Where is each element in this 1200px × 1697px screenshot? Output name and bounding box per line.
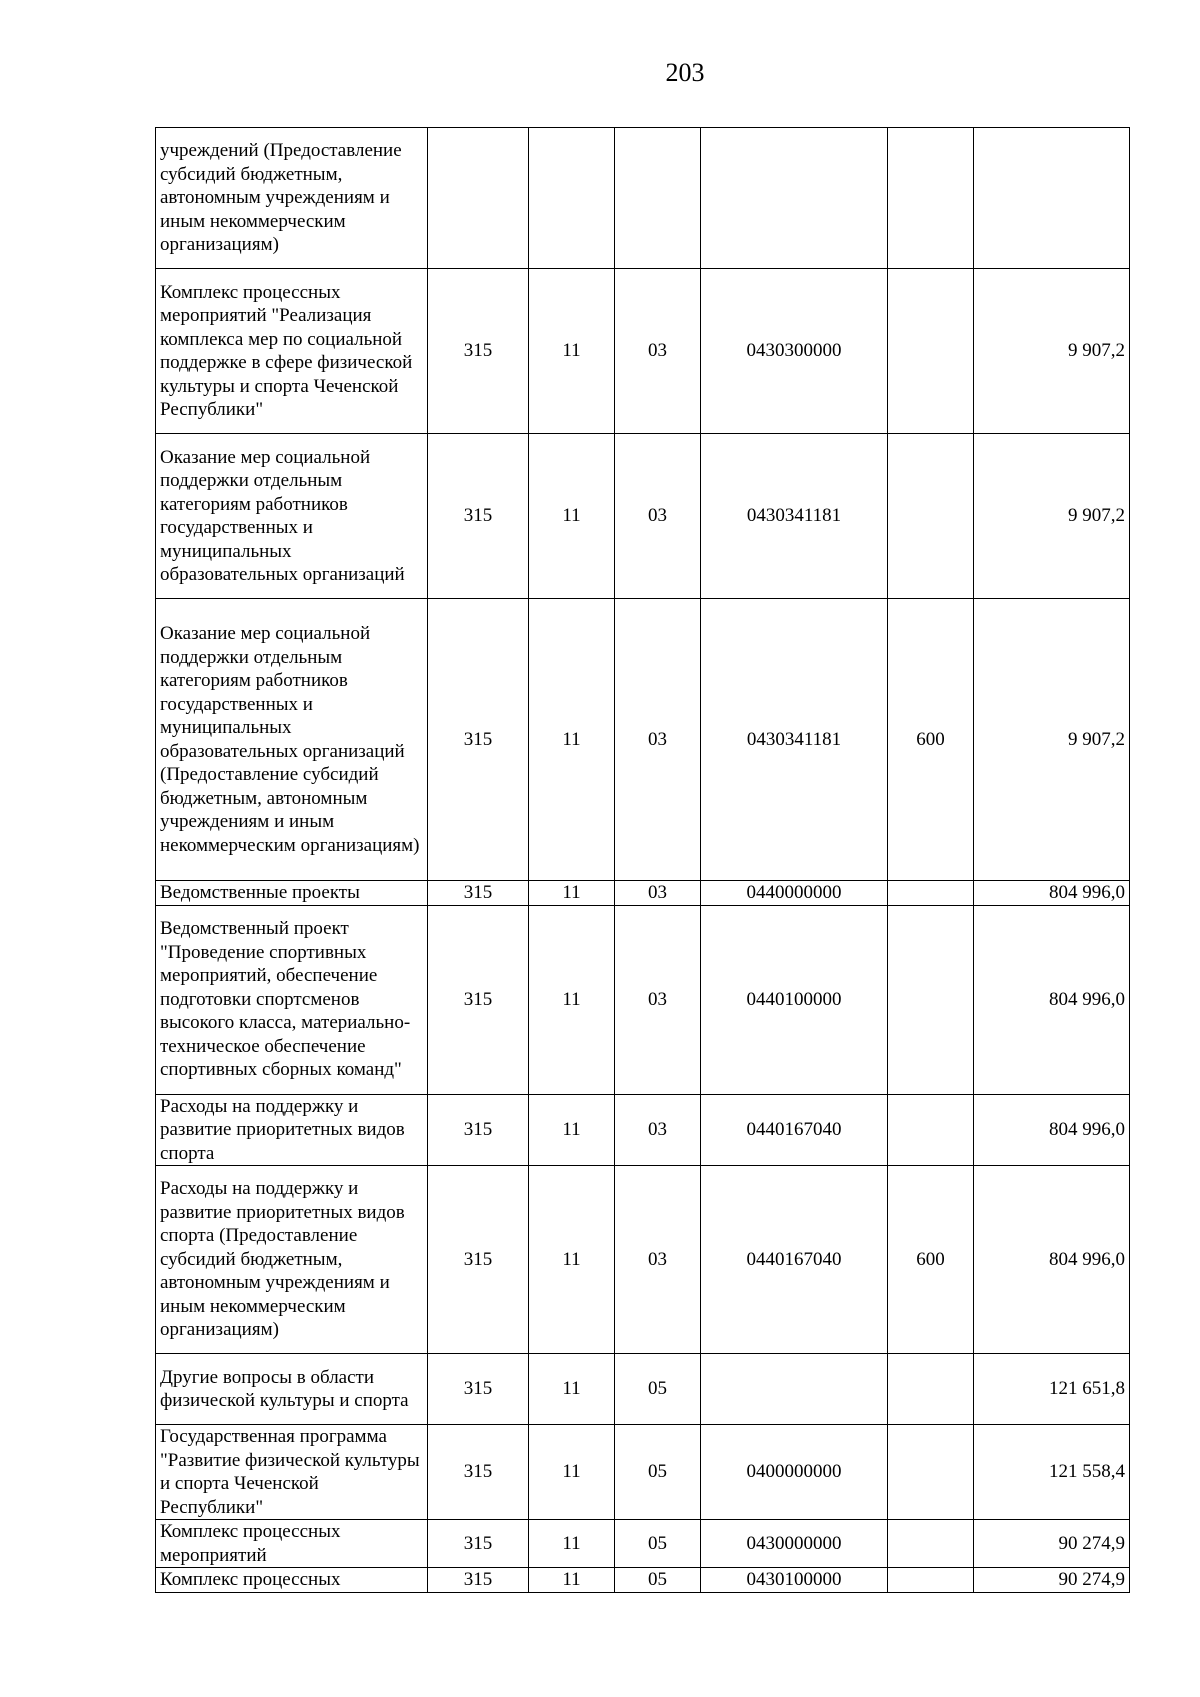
subsection-code: 03	[615, 434, 701, 599]
expense-type-code: 600	[888, 599, 974, 881]
expense-type-code	[888, 128, 974, 269]
admin-code: 315	[428, 599, 529, 881]
admin-code: 315	[428, 1166, 529, 1354]
target-article-code: 0430341181	[701, 599, 888, 881]
section-code: 11	[529, 1568, 615, 1593]
expense-type-code	[888, 434, 974, 599]
section-code: 11	[529, 599, 615, 881]
admin-code: 315	[428, 881, 529, 906]
amount: 804 996,0	[974, 881, 1130, 906]
amount: 9 907,2	[974, 599, 1130, 881]
expense-type-code	[888, 1425, 974, 1520]
amount	[974, 128, 1130, 269]
target-article-code: 0440100000	[701, 905, 888, 1094]
table-row	[156, 905, 1130, 1094]
section-code: 11	[529, 1354, 615, 1425]
expense-type-code: 600	[888, 1166, 974, 1354]
admin-code: 315	[428, 1425, 529, 1520]
target-article-code: 0440167040	[701, 1094, 888, 1166]
expense-type-code	[888, 1354, 974, 1425]
row-name: Комплекс процессных мероприятий "Реализация комплекса мер по социальной поддержке в сфере физической культуры и спорта Чеченской Республики"	[156, 269, 428, 434]
section-code: 11	[529, 905, 615, 1094]
expense-type-code	[888, 269, 974, 434]
table-row	[156, 1094, 1130, 1166]
subsection-code: 05	[615, 1520, 701, 1568]
admin-code: 315	[428, 1520, 529, 1568]
table-row	[156, 881, 1130, 906]
target-article-code: 0430300000	[701, 269, 888, 434]
subsection-code: 03	[615, 881, 701, 906]
expense-type-code	[888, 1568, 974, 1593]
table-row	[156, 269, 1130, 434]
row-name: учреждений (Предоставление субсидий бюджетным, автономным учреждениям и иным некоммерческим организациям)	[156, 128, 428, 269]
section-code: 11	[529, 1520, 615, 1568]
budget-table	[155, 127, 1130, 1593]
table-row	[156, 1425, 1130, 1520]
expense-type-code	[888, 905, 974, 1094]
amount: 804 996,0	[974, 1166, 1130, 1354]
subsection-code: 03	[615, 269, 701, 434]
amount: 9 907,2	[974, 434, 1130, 599]
target-article-code: 0430100000	[701, 1568, 888, 1593]
expense-type-code	[888, 881, 974, 906]
target-article-code: 0440000000	[701, 881, 888, 906]
target-article-code	[701, 128, 888, 269]
subsection-code: 05	[615, 1354, 701, 1425]
target-article-code: 0430000000	[701, 1520, 888, 1568]
admin-code: 315	[428, 1568, 529, 1593]
row-name: Оказание мер социальной поддержки отдельным категориям работников государственных и муниципальных образовательных организаций	[156, 434, 428, 599]
table-row	[156, 1354, 1130, 1425]
table-row	[156, 599, 1130, 881]
amount: 121 651,8	[974, 1354, 1130, 1425]
row-name: Оказание мер социальной поддержки отдельным категориям работников государственных и муниципальных образовательных организаций (Предоставление субсидий бюджетным, автономным учреждениям и иным некоммерческим организациям)	[156, 599, 428, 881]
table-row	[156, 1520, 1130, 1568]
section-code: 11	[529, 1425, 615, 1520]
target-article-code: 0400000000	[701, 1425, 888, 1520]
page-number: 203	[665, 58, 705, 87]
row-name: Комплекс процессных	[156, 1568, 428, 1593]
section-code: 11	[529, 881, 615, 906]
target-article-code: 0440167040	[701, 1166, 888, 1354]
subsection-code: 03	[615, 1094, 701, 1166]
table-row	[156, 128, 1130, 269]
amount: 9 907,2	[974, 269, 1130, 434]
admin-code: 315	[428, 1354, 529, 1425]
subsection-code	[615, 128, 701, 269]
admin-code: 315	[428, 905, 529, 1094]
row-name: Расходы на поддержку и развитие приоритетных видов спорта	[156, 1094, 428, 1166]
row-name: Ведомственные проекты	[156, 881, 428, 906]
section-code: 11	[529, 1166, 615, 1354]
amount: 804 996,0	[974, 1094, 1130, 1166]
amount: 121 558,4	[974, 1425, 1130, 1520]
admin-code: 315	[428, 434, 529, 599]
admin-code: 315	[428, 1094, 529, 1166]
target-article-code: 0430341181	[701, 434, 888, 599]
table-row	[156, 1166, 1130, 1354]
amount: 804 996,0	[974, 905, 1130, 1094]
subsection-code: 03	[615, 599, 701, 881]
table-row	[156, 434, 1130, 599]
subsection-code: 05	[615, 1568, 701, 1593]
section-code: 11	[529, 434, 615, 599]
amount: 90 274,9	[974, 1568, 1130, 1593]
admin-code	[428, 128, 529, 269]
row-name: Комплекс процессных мероприятий	[156, 1520, 428, 1568]
subsection-code: 03	[615, 905, 701, 1094]
section-code: 11	[529, 1094, 615, 1166]
section-code	[529, 128, 615, 269]
expense-type-code	[888, 1094, 974, 1166]
target-article-code	[701, 1354, 888, 1425]
subsection-code: 03	[615, 1166, 701, 1354]
amount: 90 274,9	[974, 1520, 1130, 1568]
subsection-code: 05	[615, 1425, 701, 1520]
row-name: Ведомственный проект "Проведение спортивных мероприятий, обеспечение подготовки спортсменов высокого класса, материально-техническое обеспечение спортивных сборных команд"	[156, 905, 428, 1094]
admin-code: 315	[428, 269, 529, 434]
table-row	[156, 1568, 1130, 1593]
row-name: Расходы на поддержку и развитие приоритетных видов спорта (Предоставление субсидий бюджетным, автономным учреждениям и иным некоммерческим организациям)	[156, 1166, 428, 1354]
section-code: 11	[529, 269, 615, 434]
row-name: Государственная программа "Развитие физической культуры и спорта Чеченской Республики"	[156, 1425, 428, 1520]
row-name: Другие вопросы в области физической культуры и спорта	[156, 1354, 428, 1425]
expense-type-code	[888, 1520, 974, 1568]
